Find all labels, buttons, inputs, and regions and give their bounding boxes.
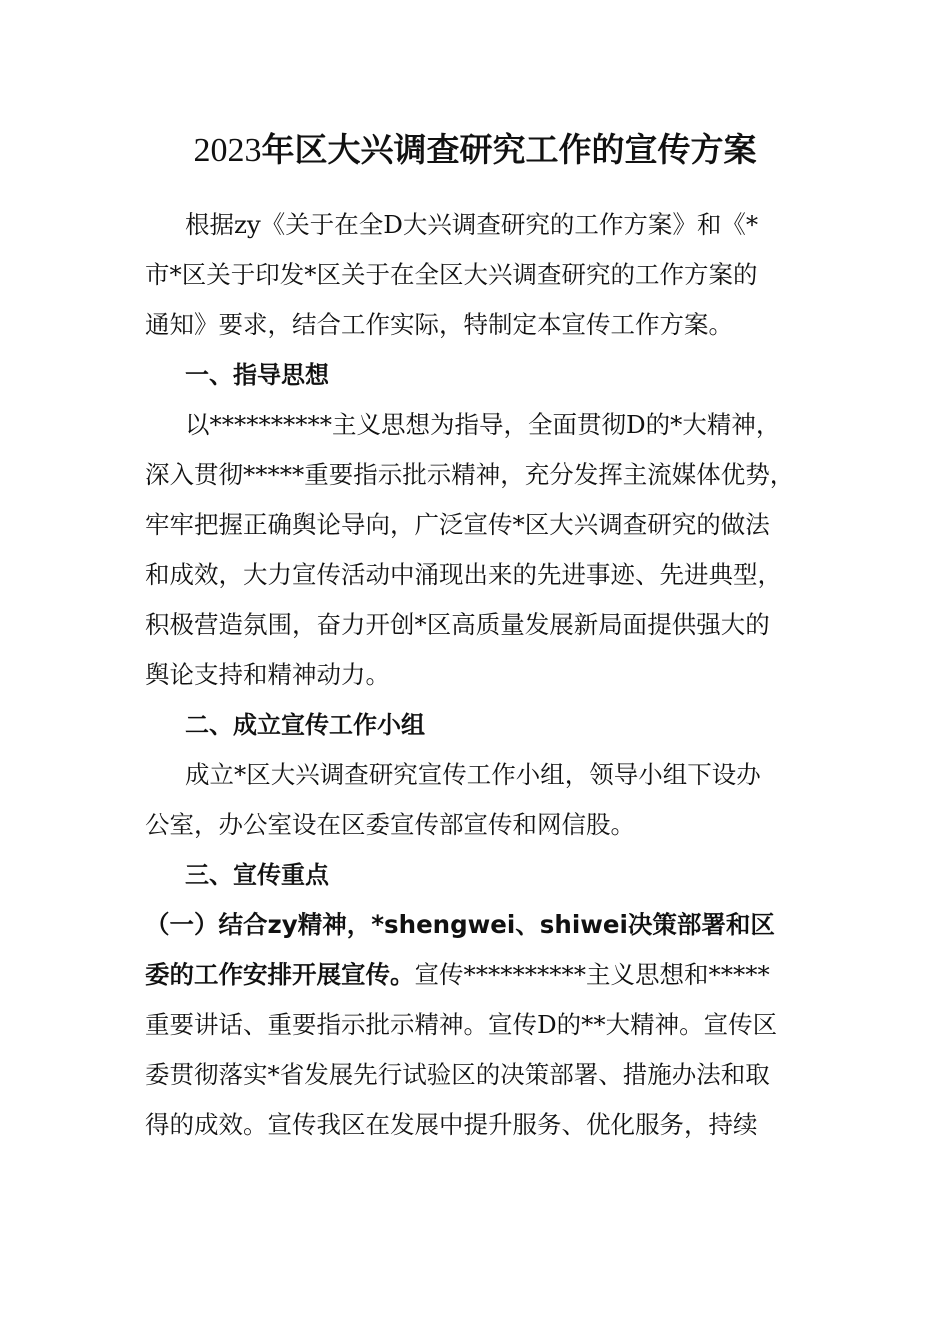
section-3-heading: 三、宣传重点 [185, 861, 329, 889]
section-1-line-4: 和成效，大力宣传活动中涌现出来的先进事迹、先进典型， [145, 560, 782, 589]
section-3-sub1-line-2 [145, 950, 810, 1000]
intro-paragraph [145, 200, 810, 350]
section-3-line-5: 得的成效。宣传我区在发展中提升服务、优化服务，持续 [145, 1110, 758, 1139]
section-3-line-4: 委贯彻落实*省发展先行试验区的决策部署、措施办法和取 [145, 1060, 770, 1089]
section-1 [145, 350, 810, 700]
title-text: 年区大兴调查研究工作的宣传方案 [261, 130, 757, 169]
title-year: 2023 [193, 132, 262, 169]
section-3-sub1-title-line-1: （一）结合zy精神，*shengwei、shiwei决策部署和区 [145, 910, 775, 939]
document-title [0, 118, 950, 183]
intro-line-3: 通知》要求，结合工作实际，特制定本宣传工作方案。 [145, 310, 733, 339]
intro-line-2: 市*区关于印发*区关于在全区大兴调查研究的工作方案的 [145, 260, 758, 289]
intro-line-1: 根据zy《关于在全D大兴调查研究的工作方案》和《* [185, 210, 759, 239]
section-1-line-1: 以**********主义思想为指导，全面贯彻D的*大精神， [185, 410, 781, 439]
section-3-line-3: 重要讲话、重要指示批示精神。宣传D的**大精神。宣传区 [145, 1010, 778, 1039]
section-1-line-6: 舆论支持和精神动力。 [145, 660, 390, 689]
section-1-heading: 一、指导思想 [185, 361, 329, 389]
section-3 [145, 850, 810, 1150]
section-1-line-2: 深入贯彻*****重要指示批示精神，充分发挥主流媒体优势， [145, 460, 795, 489]
section-3-sub1-text-line-2: 宣传**********主义思想和***** [414, 960, 770, 989]
document-body [145, 200, 810, 1150]
section-3-sub1-title-line-2: 委的工作安排开展宣传。 [145, 960, 415, 989]
section-2-line-1: 成立*区大兴调查研究宣传工作小组，领导小组下设办 [185, 760, 761, 789]
section-2 [145, 700, 810, 850]
section-2-heading: 二、成立宣传工作小组 [185, 711, 425, 739]
section-2-line-2: 公室，办公室设在区委宣传部宣传和网信股。 [145, 810, 635, 839]
section-1-line-5: 积极营造氛围，奋力开创*区高质量发展新局面提供强大的 [145, 610, 770, 639]
section-1-line-3: 牢牢把握正确舆论导向，广泛宣传*区大兴调查研究的做法 [145, 510, 770, 539]
